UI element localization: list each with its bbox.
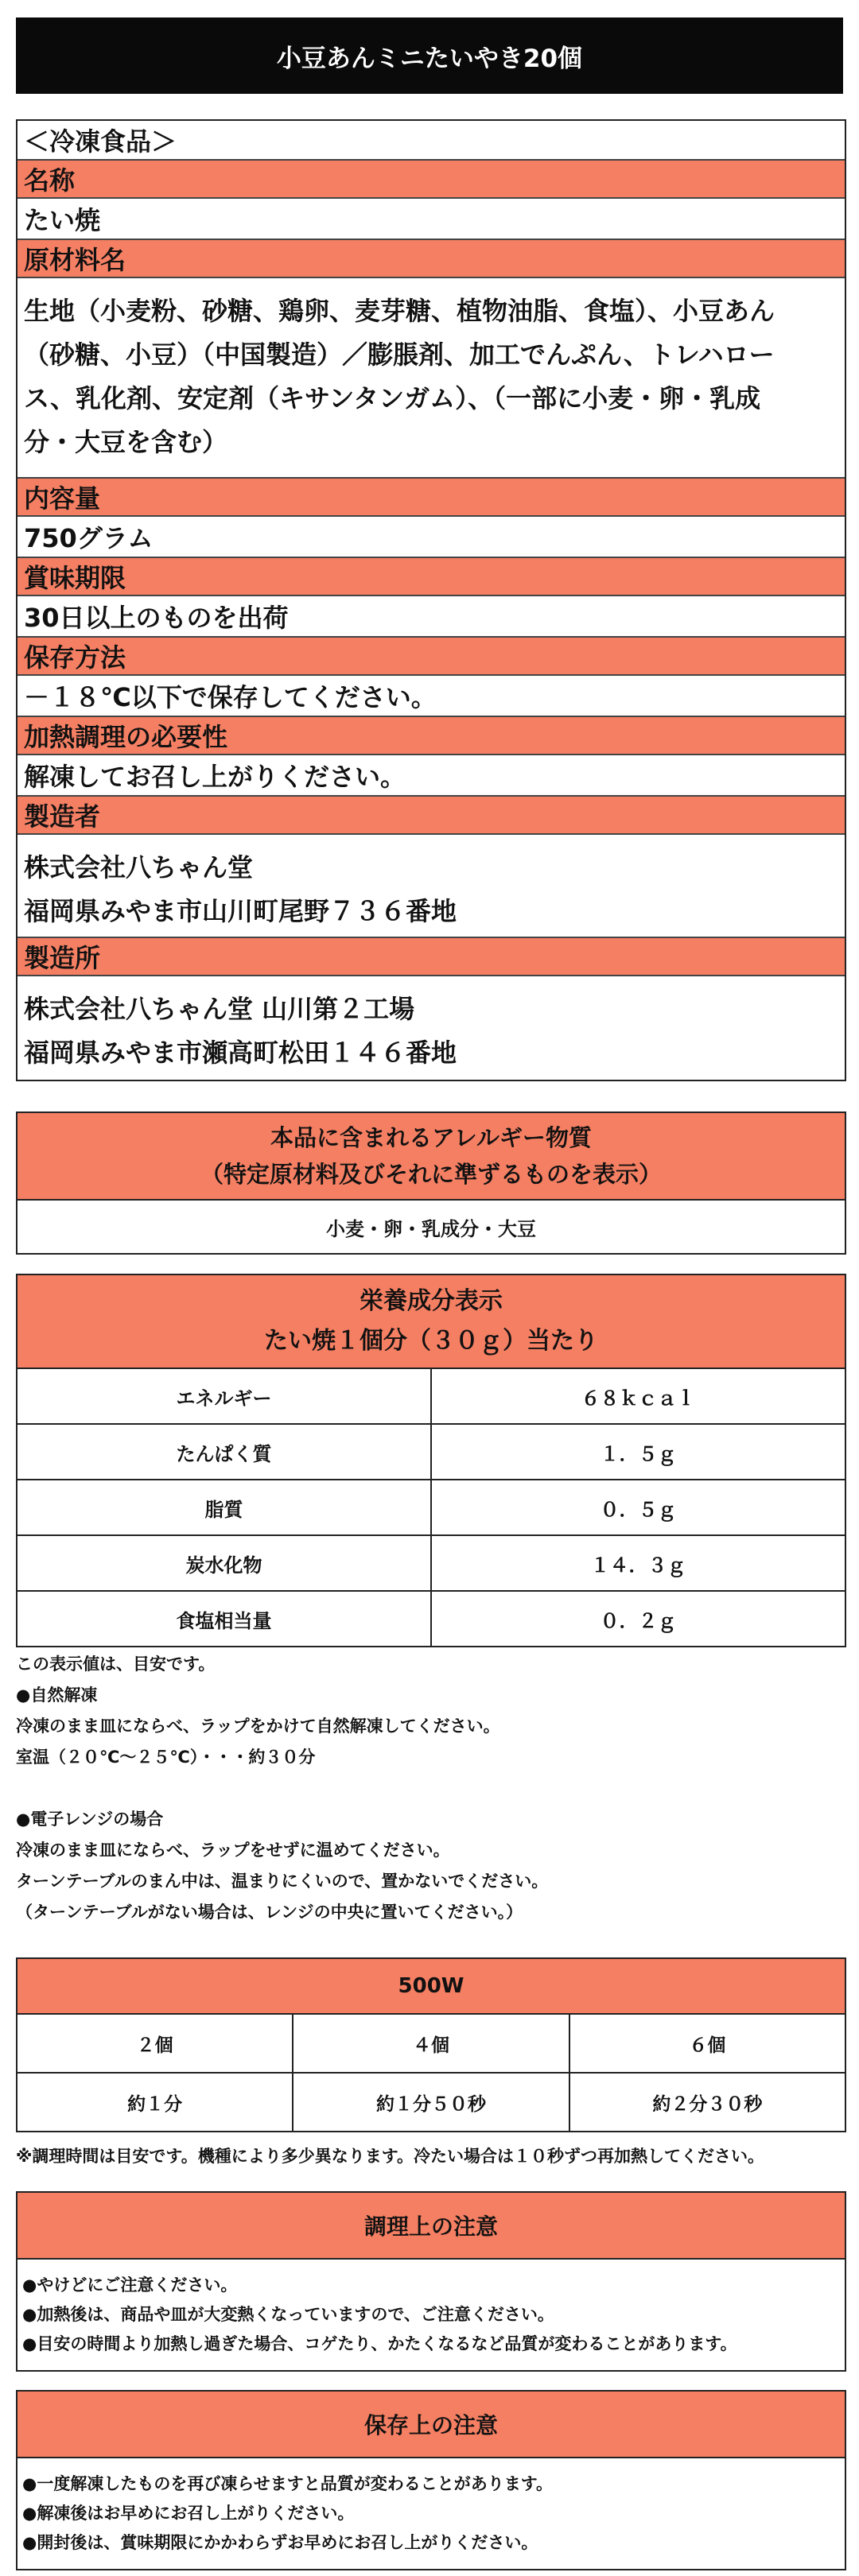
ingredients-line: 生地（小麦粉、砂糖、鶏卵、麦芽糖、植物油脂、食塩）、小豆あん xyxy=(24,296,775,326)
maker-label-row xyxy=(17,797,845,835)
category-row xyxy=(17,121,845,161)
content-label-row xyxy=(17,479,845,517)
product-title-bar xyxy=(16,17,843,94)
storage-caution-box xyxy=(16,2390,846,2570)
allergen-value: 小麦・卵・乳成分・大豆 xyxy=(326,1217,536,1240)
storage-label: 保存方法 xyxy=(24,642,126,673)
ingredients-value-row xyxy=(17,278,845,479)
factory-value-row xyxy=(17,976,845,1080)
caution-line: ●目安の時間より加熱し過ぎた場合、コゲたり、かたくなるなど品質が変わることがあります。 xyxy=(22,2334,737,2353)
nutrition-row xyxy=(17,1425,845,1480)
allergen-heading-line1: 本品に含まれるアレルギー物質 xyxy=(270,1124,593,1151)
microwave-count: ４個 xyxy=(292,2015,568,2072)
note-line: ●電子レンジの場合 xyxy=(16,1810,164,1829)
nutrition-value: ０．５ｇ xyxy=(430,1480,845,1534)
maker-line: 福岡県みやま市山川町尾野７３６番地 xyxy=(24,896,457,926)
heating-value-row xyxy=(17,755,845,797)
expiry-value: 30日以上のものを出荷 xyxy=(24,603,289,633)
caution-line: ●開封後は、賞味期限にかかわらずお早めにお召し上がりください。 xyxy=(22,2533,538,2552)
name-label: 名称 xyxy=(24,165,76,196)
nutrition-value: ６８ｋｃａｌ xyxy=(430,1369,845,1423)
storage-label-row xyxy=(17,638,845,676)
allergen-box xyxy=(16,1111,846,1255)
note-line: 室温（２０℃～２５℃）・・・約３０分 xyxy=(16,1748,316,1767)
heating-label-row xyxy=(17,717,845,755)
storage-value: －１８℃以下で保存してください。 xyxy=(24,682,437,712)
factory-label-row xyxy=(17,938,845,976)
nutrition-label: エネルギー xyxy=(176,1387,272,1410)
nutrition-heading-line2: たい焼１個分（３０ｇ）当たり xyxy=(264,1327,598,1355)
maker-line: 株式会社八ちゃん堂 xyxy=(24,852,254,883)
nutrition-row xyxy=(17,1536,845,1592)
factory-line: 株式会社八ちゃん堂 山川第２工場 xyxy=(24,994,415,1024)
nutrition-label: 炭水化物 xyxy=(185,1554,262,1577)
ingredients-label: 原材料名 xyxy=(24,245,126,275)
nutrition-label: たんぱく質 xyxy=(176,1442,272,1465)
cooking-caution-box xyxy=(16,2191,846,2372)
expiry-value-row xyxy=(17,596,845,638)
heating-value: 解凍してお召し上がりください。 xyxy=(24,762,406,792)
factory-label: 製造所 xyxy=(24,943,101,973)
nutrition-heading-line1: 栄養成分表示 xyxy=(360,1287,503,1315)
ingredients-line: （砂糖、小豆）（中国製造）／膨脹剤、加工でんぷん、トレハロー xyxy=(24,339,775,370)
cooking-caution-heading: 調理上の注意 xyxy=(17,2193,845,2260)
maker-value-row xyxy=(17,835,845,938)
microwave-time: 約１分５０秒 xyxy=(292,2074,568,2131)
nutrition-value: １４．３ｇ xyxy=(430,1536,845,1590)
content-value-row xyxy=(17,517,845,558)
nutrition-table xyxy=(16,1274,846,1647)
content-label: 内容量 xyxy=(24,483,101,514)
nutrition-value: １．５ｇ xyxy=(430,1425,845,1479)
caution-line: ●やけどにご注意ください。 xyxy=(22,2275,238,2295)
note-line: 冷凍のまま皿にならべ、ラップをせずに温めてください。 xyxy=(16,1841,450,1860)
ingredients-line: ス、乳化剤、安定剤（キサンタンガム）、（一部に小麦・卵・乳成 xyxy=(24,383,761,413)
storage-caution-body xyxy=(17,2458,845,2569)
microwave-heading: 500W xyxy=(17,1959,845,2015)
name-label-row xyxy=(17,161,845,199)
microwave-count: ２個 xyxy=(136,2035,173,2056)
microwave-time: 約１分 xyxy=(127,2093,183,2115)
microwave-time-row xyxy=(17,2074,845,2131)
note-line: この表示値は、目安です。 xyxy=(16,1655,216,1674)
name-value: たい焼 xyxy=(24,205,101,235)
nutrition-label: 脂質 xyxy=(204,1498,243,1521)
microwave-count: ６個 xyxy=(569,2015,845,2072)
allergen-heading xyxy=(17,1113,845,1201)
cooking-caution-body xyxy=(17,2260,845,2370)
note-line: （ターンテーブルがない場合は、レンジの中央に置いてください。） xyxy=(16,1903,523,1922)
ingredients-line: 分・大豆を含む） xyxy=(24,427,228,457)
nutrition-heading xyxy=(17,1275,845,1369)
nutrition-row xyxy=(17,1480,845,1536)
thawing-notes xyxy=(16,1649,843,1928)
ingredients-label-row xyxy=(17,240,845,278)
caution-line: ●加熱後は、商品や皿が大変熱くなっていますので、ご注意ください。 xyxy=(22,2305,554,2324)
microwave-count-row xyxy=(17,2015,845,2074)
microwave-time: 約２分３０秒 xyxy=(569,2074,845,2131)
note-line: 冷凍のまま皿にならべ、ラップをかけて自然解凍してください。 xyxy=(16,1717,500,1736)
caution-line: ●解凍後はお早めにお召し上がりください。 xyxy=(22,2504,355,2523)
expiry-label-row xyxy=(17,558,845,596)
storage-caution-heading: 保存上の注意 xyxy=(17,2392,845,2458)
name-value-row xyxy=(17,199,845,240)
category-text: ＜冷凍食品＞ xyxy=(24,126,177,157)
allergen-heading-line2: （特定原材料及びそれに準ずるものを表示） xyxy=(200,1161,662,1188)
note-line: ●自然解凍 xyxy=(16,1686,98,1705)
microwave-note: ※調理時間は目安です。機種により多少異なります。冷たい場合は１０秒ずつ再加熱してください。 xyxy=(16,2147,765,2166)
nutrition-label: 食塩相当量 xyxy=(176,1609,272,1632)
note-line: ターンテーブルのまん中は、温まりにくいので、置かないでください。 xyxy=(16,1872,549,1891)
storage-value-row xyxy=(17,676,845,717)
product-title: 小豆あんミニたいやき20個 xyxy=(276,44,583,73)
microwave-table xyxy=(16,1957,846,2132)
factory-line: 福岡県みやま市瀬高町松田１４６番地 xyxy=(24,1038,457,1068)
content-value: 750グラム xyxy=(24,523,154,553)
caution-line: ●一度解凍したものを再び凍らせますと品質が変わることがあります。 xyxy=(22,2474,554,2493)
nutrition-row xyxy=(17,1369,845,1425)
nutrition-value: ０．２ｇ xyxy=(430,1592,845,1646)
heating-label: 加熱調理の必要性 xyxy=(24,722,228,752)
expiry-label: 賞味期限 xyxy=(24,563,126,593)
note-line xyxy=(16,1773,843,1804)
nutrition-row xyxy=(17,1592,845,1646)
maker-label: 製造者 xyxy=(24,801,101,832)
product-info-table xyxy=(16,119,846,1081)
